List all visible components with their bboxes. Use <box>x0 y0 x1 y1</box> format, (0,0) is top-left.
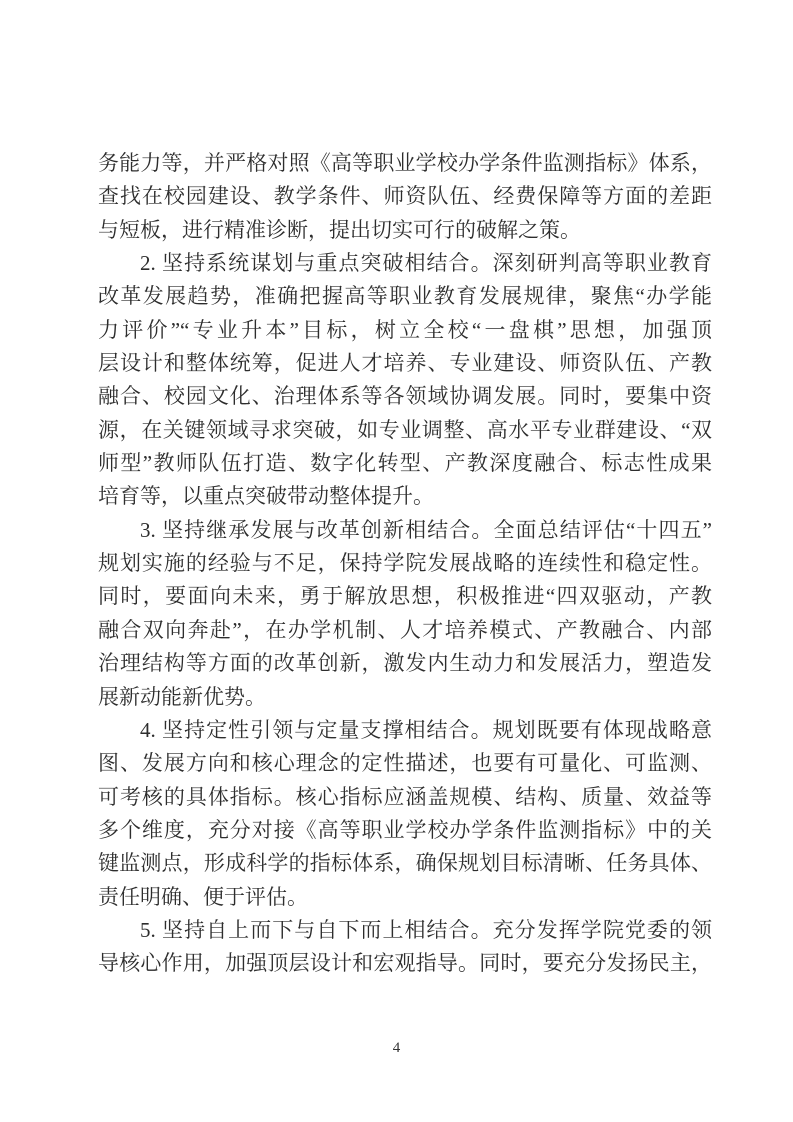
body-line: 图、发展方向和核心理念的定性描述，也要有可量化、可监测、 <box>98 751 712 776</box>
body-line: 层设计和整体统筹，促进人才培养、专业建设、师资队伍、产教 <box>98 351 712 376</box>
document-body <box>98 147 712 981</box>
body-line: 务能力等，并严格对照《高等职业学校办学条件监测指标》体系， <box>98 151 712 175</box>
body-line: 与短板，进行精准诊断，提出切实可行的破解之策。 <box>98 217 581 242</box>
body-line: 责任明确、便于评估。 <box>98 884 308 909</box>
page-number: 4 <box>392 1040 401 1056</box>
body-line: 多个维度，充分对接《高等职业学校办学条件监测指标》中的关 <box>98 817 712 842</box>
body-line: 展新动能新优势。 <box>98 684 266 709</box>
body-line: 融合、校园文化、治理体系等各领域协调发展。同时，要集中资 <box>98 384 712 409</box>
body-line: 查找在校园建设、教学条件、师资队伍、经费保障等方面的差距 <box>98 184 712 209</box>
body-line: 治理结构等方面的改革创新，激发内生动力和发展活力，塑造发 <box>98 651 712 676</box>
body-line: 导核心作用，加强顶层设计和宏观指导。同时，要充分发扬民主， <box>98 951 712 976</box>
body-line: 源，在关键领域寻求突破，如专业调整、高水平专业群建设、“双 <box>98 417 712 442</box>
body-line: 5. 坚持自上而下与自下而上相结合。充分发挥学院党委的领 <box>140 917 712 942</box>
body-line: 4. 坚持定性引领与定量支撑相结合。规划既要有体现战略意 <box>140 717 712 742</box>
body-line: 力评价”“专业升本”目标，树立全校“一盘棋”思想，加强顶 <box>98 317 712 342</box>
body-line: 融合双向奔赴”，在办学机制、人才培养模式、产教融合、内部 <box>98 617 712 642</box>
body-line: 改革发展趋势，准确把握高等职业教育发展规律，聚焦“办学能 <box>98 284 712 309</box>
body-line: 同时，要面向未来，勇于解放思想，积极推进“四双驱动，产教 <box>98 584 712 609</box>
body-line: 键监测点，形成科学的指标体系，确保规划目标清晰、任务具体、 <box>98 851 712 876</box>
body-line: 师型”教师队伍打造、数字化转型、产教深度融合、标志性成果 <box>98 451 712 476</box>
body-line: 培育等，以重点突破带动整体提升。 <box>98 484 434 509</box>
body-line: 3. 坚持继承发展与改革创新相结合。全面总结评估“十四五” <box>140 517 712 542</box>
body-line: 可考核的具体指标。核心指标应涵盖规模、结构、质量、效益等 <box>98 784 712 809</box>
body-line: 2. 坚持系统谋划与重点突破相结合。深刻研判高等职业教育 <box>140 251 712 276</box>
body-line: 规划实施的经验与不足，保持学院发展战略的连续性和稳定性。 <box>98 551 712 576</box>
